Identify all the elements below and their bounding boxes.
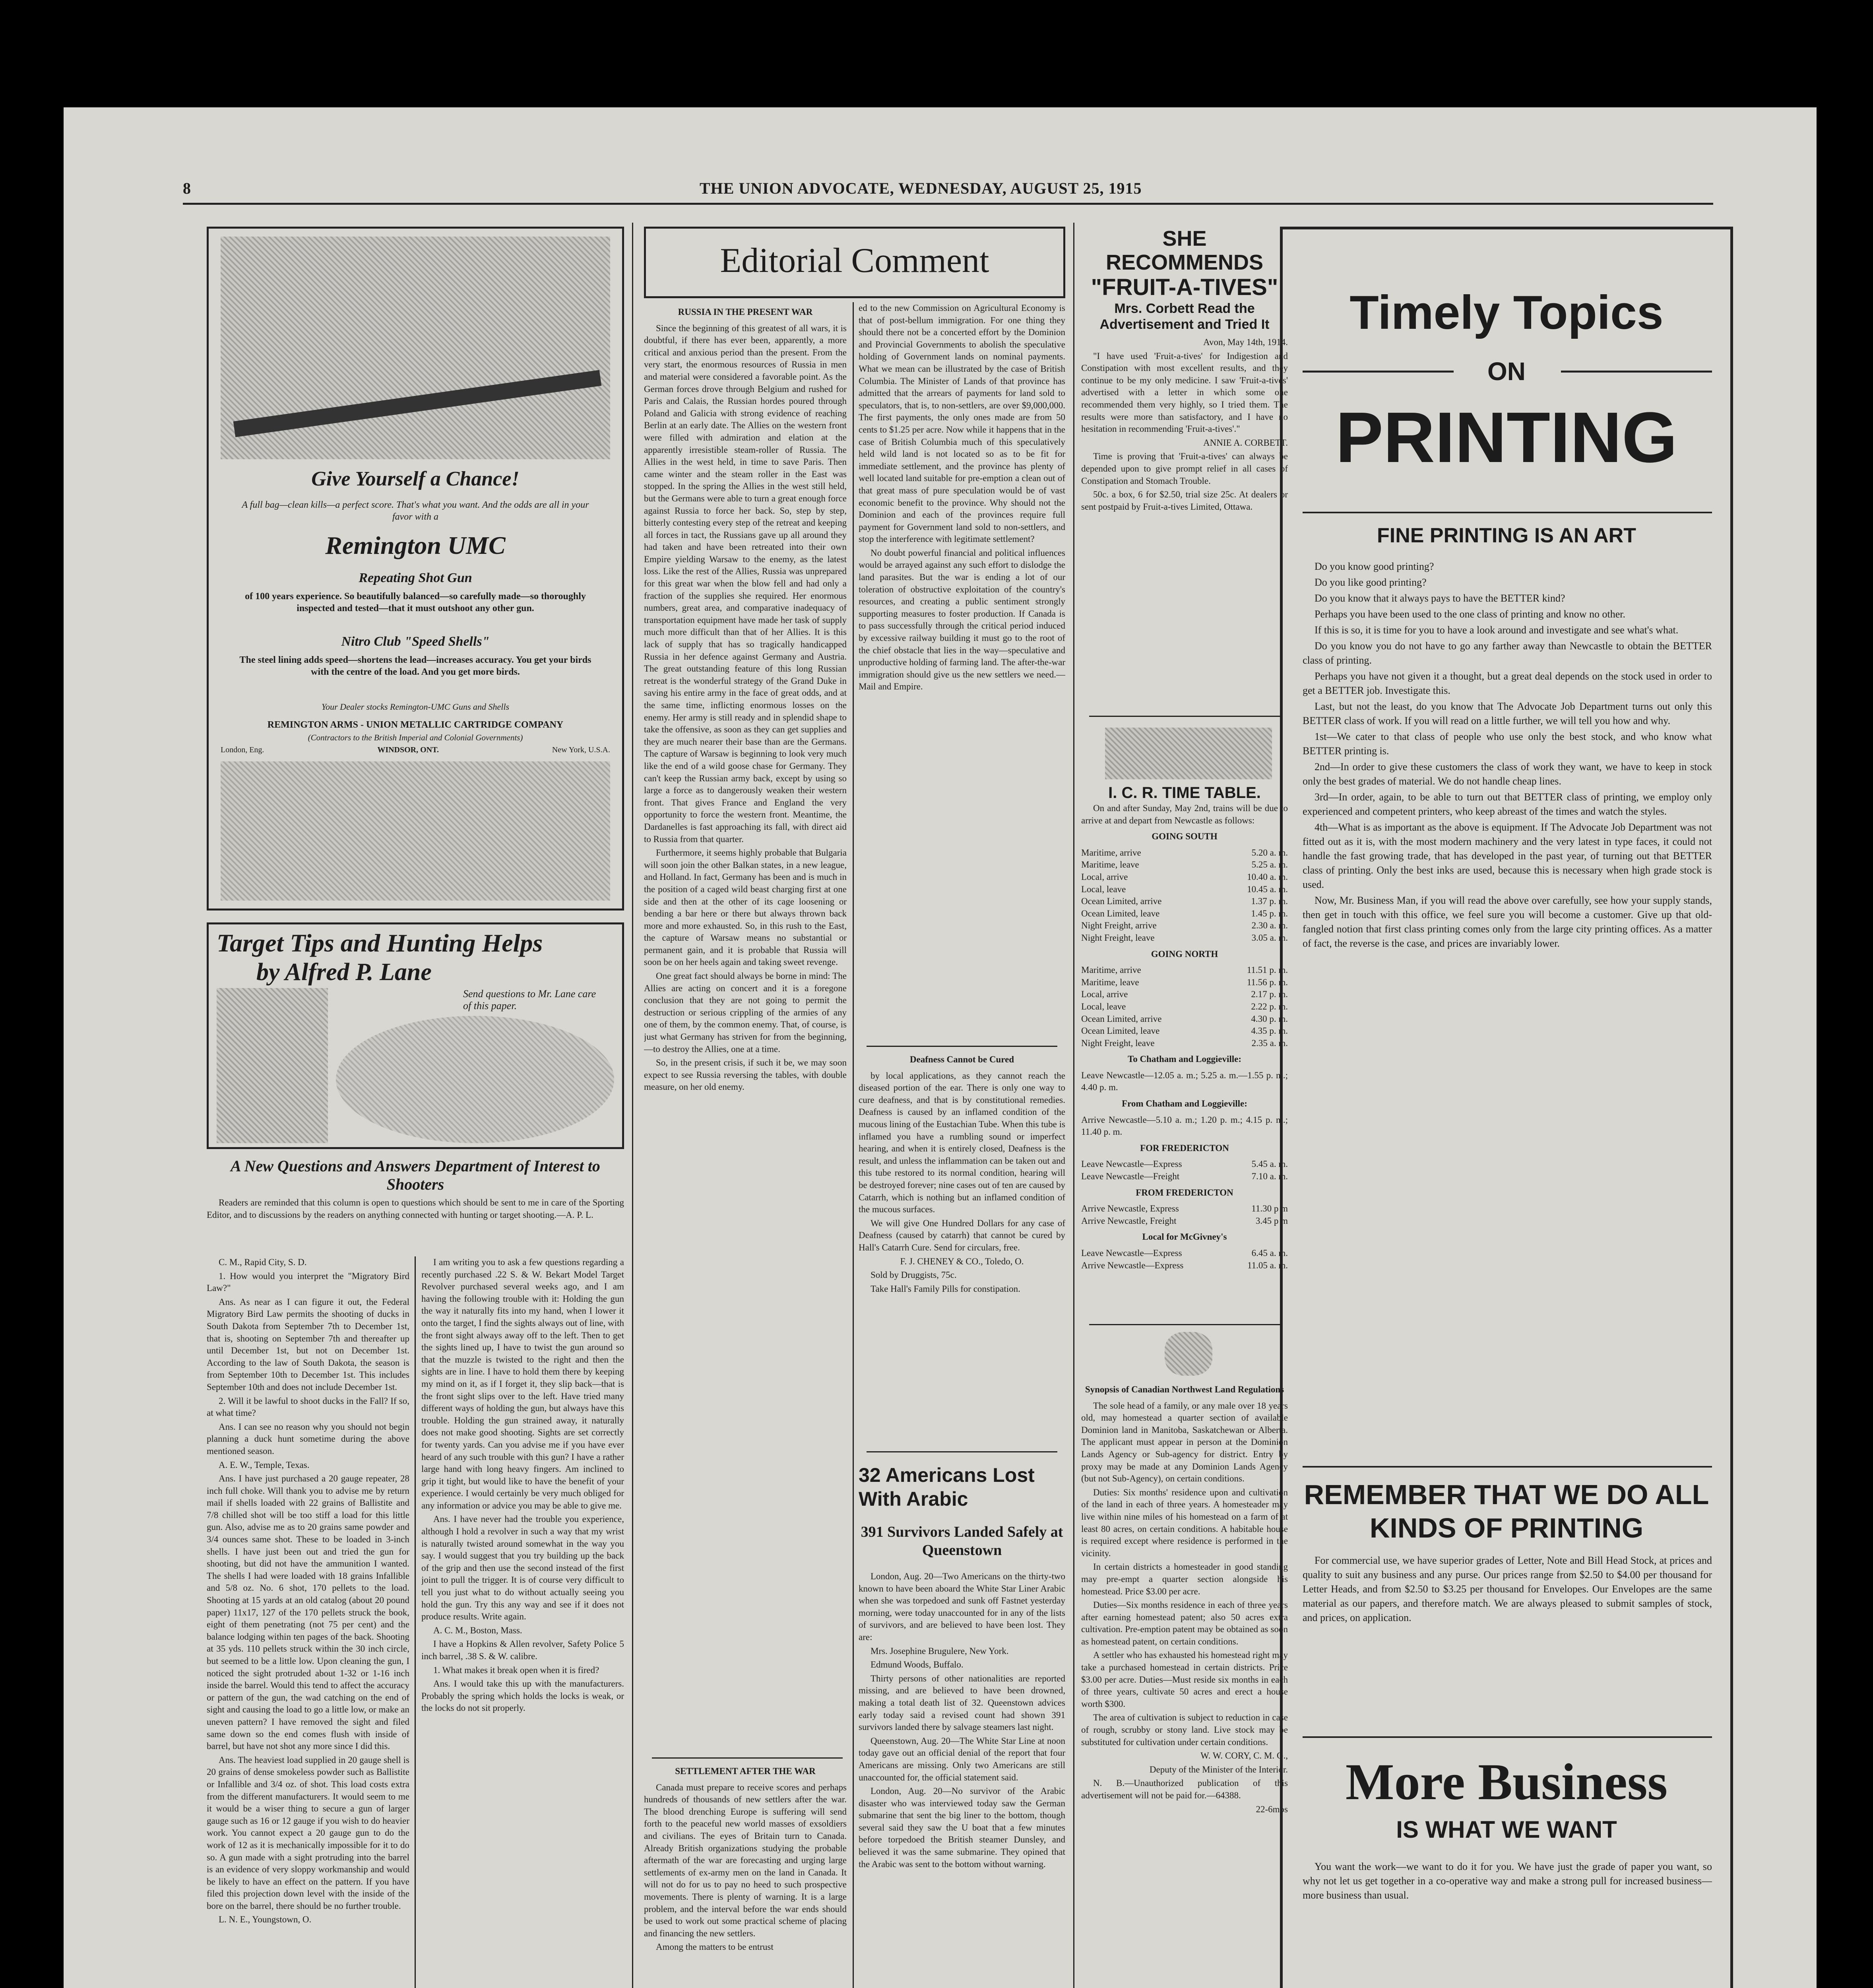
remington-shells: Nitro Club "Speed Shells" xyxy=(341,634,490,649)
russia-head: RUSSIA IN THE PRESENT WAR xyxy=(678,307,813,317)
timetable-row xyxy=(1081,871,1288,883)
section-rule xyxy=(867,1451,1057,1452)
column-rule xyxy=(1073,223,1074,1988)
page-number: 8 xyxy=(183,179,191,197)
timely-remember: REMEMBER THAT WE DO ALL KINDS OF PRINTING xyxy=(1304,1479,1709,1543)
timetable-train: Night Freight, leave xyxy=(1081,1038,1155,1048)
timetable-time: 4.35 p. m. xyxy=(1251,1026,1288,1036)
timetable-train: Night Freight, leave xyxy=(1081,932,1155,943)
target-tips-intro: Readers are reminded that this column is open to questions which should be sent to me in care of the Sporting Editor, and to discussions by the readers on anything connected with hunting or target shooting.—A. P. L. xyxy=(207,1198,624,1220)
timely-on: ON xyxy=(1487,357,1526,386)
masthead-rule xyxy=(183,203,1713,205)
timetable-train: Arrive Newcastle—Express xyxy=(1081,1260,1184,1270)
timetable-row xyxy=(1081,964,1288,977)
masthead: THE UNION ADVOCATE, WEDNESDAY, AUGUST 25, 1915 xyxy=(700,179,1142,197)
deafness-ad: Deafness Cannot be Cured by local applications, as they cannot reach the diseased portion of the ear. There is only one way to cure deafness, and that is by constitutional remedies. Deafness is caused by an inflamed condition of the mucous lining of the Eustachian Tube. When this tube is inflamed you have a rumbling sound or imperfect hearing, and when it is entirely closed, Deafness is the result, and unless the inflammation can be taken out and this tube restored to its normal condition, hearing will be destroyed forever; nine cases out of ten are caused by Catarrh, which is nothing but an inflamed condition of the mucous surfaces. We will give One Hundred Dollars for any case of Deafness (caused by catarrh) that cannot be cured by Hall's Catarrh Cure. Send for circulars, free. F. J. CHENEY & CO., Toledo, O. Sold by Druggists, 75c. Take Hall's Family Pills for constipation. xyxy=(859,1054,1065,1294)
timetable-time: 2.35 a. m. xyxy=(1251,1038,1288,1048)
coat-of-arms-icon xyxy=(1165,1332,1212,1376)
section-rule xyxy=(1303,1466,1712,1468)
fruit-a-tives-ad: SHE RECOMMENDS "FRUIT-A-TIVES" Mrs. Corbett Read the Advertisement and Tried It Avon, May 14th, 1914. "I have used 'Fruit-a-tives' for Indigestion and Constipation with most excellent results, and they continue to be my only medicine. I saw 'Fruit-a-tives' advertised with a letter in which some one recommended them very highly, so I tried them. The results were more than satisfactory, and I have no hesitation in recommending 'Fruit-a-tives'." ANNIE A. CORBETT. Time is proving that 'Fruit-a-tives' can always be depended upon to give prompt relief in all cases of Constipation and Stomach Trouble. 50c. a box, 6 for $2.50, trial size 25c. At dealers or sent postpaid by Fruit-a-tives Limited, Ottawa. xyxy=(1081,227,1288,512)
timetable-time: 10.40 a. m. xyxy=(1247,872,1288,882)
timetable-time: 5.45 a. m. xyxy=(1251,1159,1288,1169)
portrait-illustration xyxy=(217,988,328,1143)
on-rule-left xyxy=(1303,371,1454,373)
timetable-row xyxy=(1081,1171,1288,1183)
editorial-title: Editorial Comment xyxy=(720,241,989,280)
timetable-time: 10.45 a. m. xyxy=(1247,884,1288,894)
timetable-train: Arrive Newcastle, Express xyxy=(1081,1204,1179,1214)
settlement-article: SETTLEMENT AFTER THE WAR Canada must prepare to receive scores and perhaps hundreds of thousands of new settlers after the war. The blood drenching Europe is suffering will send forth to the peaceful new world masses of exsoldiers and civilians. The eyes of Britain turn to Canada. Already British organizations studying the probable aftermath of the war are forecasting and urging large settlements of ex-army men on the land in Canada. It will not do for us to pay no heed to such prospective movements. There is plenty of warning. It is a large problem, and the interval before the war ends should be used to work out some practical scheme of placing and financing the new settlers. Among the matters to be entrust xyxy=(644,1766,847,1952)
timetable-time: 5.25 a. m. xyxy=(1251,860,1288,870)
target-tips-col1: C. M., Rapid City, S. D. 1. How would you interpret the "Migratory Bird Law?" Ans. As near as I can figure it out, the Federal Migratory Bird Law permits the shooting of ducks in South Dakota from September 7th to December 1st, that is, shooting on September 7th and thereafter up until December 1st, but not on December 1st. According to the law of South Dakota, the season is from September 10th to December 1st. This includes September 10th and does not include December 1st. 2. Will it be lawful to shoot ducks in the Fall? If so, at what time? Ans. I can see no reason why you should not begin planning a duck hunt sometime during the above mentioned season. A. E. W., Temple, Texas. Ans. I have just purchased a 20 gauge repeater, 28 inch full choke. Will thank you to advise me by return mail if shells loaded with 22 grains of Ballistite and 7/8 chilled shot will be too stiff a load for this little gun. Also, advise me as to 20 grains same powder and 3/4 ounces same shot. These to be loaded in 3-inch shells. I have just been out and tried the gun for shooting, but did not have the ammunition I wanted. The shells I had were loaded with 18 grains Infallible and 5/8 oz. No. 6 shot, 170 pellets to the load. Shooting at 15 yards at an old catalog (about 20 pound paper) 11x17, 127 of the 170 pellets struck the book, eight of them penetrating (not 75 per cent) and the balance lodging within ten pages of the back. Shooting at 35 yds. 110 pellets struck within the 30 inch circle, but seemed to be a little low. Upon cleaning the gun, I noticed the sight protruded about 1-32 or 1-16 inch inside the barrel. Would this tend to affect the accuracy or pattern of the gun, the wad catching on the end of sight and causing the load to go a little low, or make an uneven pattern? I have removed the sight and filed same down so the end comes flush with inside of barrel, but have not shot any more since I did this. Ans. The heaviest load supplied in 20 gauge shell is 20 grains of dense smokeless powder such as Ballistite or Infallible and 3/4 oz. of shot. This load costs extra from the different manufacturers. It would seem to me it would be a wiser thing to secure a gun of larger gauge such as 16 or 12 gauge if you wish to do heavier work. You cannot expect a 20 gauge gun to do the work of 12 as it is mechanically impossible for it to do so. A gun made with a sight protruding into the barrel is an evidence of very sloppy workmanship and would be likely to have an effect on the pattern. If you have filed this projection down level with the inside of the bore on the barrel, there should be no further trouble. L. N. E., Youngstown, O. xyxy=(207,1257,409,1925)
remington-headline: Give Yourself a Chance! xyxy=(311,468,520,490)
south-rows xyxy=(1081,847,1288,944)
timetable-row xyxy=(1081,920,1288,932)
timetable-time: 2.17 p. m. xyxy=(1251,989,1288,1000)
timetable-train: Night Freight, arrive xyxy=(1081,920,1157,931)
timely-want: You want the work—we want to do it for you. We have just the grade of paper you want, so why not let us get together in a co-operative way and make a strong pull for increased business—more business than usual. xyxy=(1303,1861,1712,1901)
timetable-time: 11.51 p. m. xyxy=(1247,965,1288,975)
timetable-train: Arrive Newcastle, Freight xyxy=(1081,1215,1177,1226)
timetable-row xyxy=(1081,895,1288,908)
column-rule xyxy=(415,1256,416,1988)
timetable-train: Maritime, leave xyxy=(1081,860,1139,870)
target-tips-send: Send questions to Mr. Lane care of this paper. xyxy=(463,988,596,1011)
timetable-time: 7.10 a. m. xyxy=(1251,1171,1288,1182)
timetable-time: 3.05 a. m. xyxy=(1251,932,1288,943)
timetable-train: Local, arrive xyxy=(1081,989,1128,1000)
timetable-train: Maritime, arrive xyxy=(1081,965,1141,975)
north-rows xyxy=(1081,964,1288,1049)
section-rule xyxy=(1303,512,1712,513)
remington-company: REMINGTON ARMS - UNION METALLIC CARTRIDGE COMPANY xyxy=(267,720,564,730)
train-illustration xyxy=(1105,728,1272,779)
remington-london: London, Eng. xyxy=(221,746,264,754)
timetable-row xyxy=(1081,932,1288,944)
timetable-row xyxy=(1081,1013,1288,1025)
timely-more1: More Business xyxy=(1345,1753,1668,1811)
timetable-row xyxy=(1081,1025,1288,1037)
timetable-time: 11.05 a. m. xyxy=(1247,1260,1288,1270)
remington-brand: Remington UMC xyxy=(325,531,506,559)
remington-city: WINDSOR, ONT. xyxy=(377,746,439,754)
target-tips-title: Target Tips and Hunting Helps xyxy=(217,929,543,957)
settlement-head: SETTLEMENT AFTER THE WAR xyxy=(675,1766,816,1776)
remington-newyork: New York, U.S.A. xyxy=(552,746,610,754)
target-tips-author: by Alfred P. Lane xyxy=(256,959,432,986)
remington-body: of 100 years experience. So beautifully balanced—so carefully made—so thoroughly inspected and tested—that it must outshoot any other gun. xyxy=(245,591,586,613)
fruit-head3: Mrs. Corbett Read the Advertisement and Tried It xyxy=(1099,301,1270,332)
timetable-row xyxy=(1081,908,1288,920)
shooters-illustration xyxy=(336,1016,614,1143)
timetable-train: Maritime, arrive xyxy=(1081,847,1141,858)
land-head: Synopsis of Canadian Northwest Land Regulations xyxy=(1085,1384,1284,1394)
timetable-row xyxy=(1081,977,1288,989)
timely-art: FINE PRINTING IS AN ART xyxy=(1377,524,1636,547)
arabic-article: London, Aug. 20—Two Americans on the thirty-two known to have been aboard the White Star Liner Arabic when she was torpedoed and sunk off Fastnet yesterday morning, were today unaccounted for in any of the lists of survivors, and are believed to have been lost. They are: Mrs. Josephine Brugulere, New York. Edmund Woods, Buffalo. Thirty persons of other nationalities are reported missing, and are believed to have been drowned, making a total death list of 32. Queenstown advices early today said a revised count had shown 391 survivors landed there by salvage steamers last night. Queenstown, Aug. 20—The White Star Line at noon today gave out an official denial of the report that four Americans are missing. Only two Americans are still unaccounted for, the official statement said. London, Aug. 20—No survivor of the Arabic disaster who was interviewed today saw the German submarine that sent the big liner to the bottom, though several said they saw the U boat that a few minutes before torpedoed the British steamer Dunsley, and believed it was the same submarine. They opined that the Arabic was sent to the bottom without warning. xyxy=(859,1571,1065,1869)
arabic-head: 32 Americans Lost With Arabic xyxy=(859,1464,1035,1510)
timely-body: Do you know good printing? Do you like good printing? Do you know that it always pays to have the BETTER kind? Perhaps you have been used to the one class of printing and know no other. If this is so, it is time for you to have a look around and investigate and see what's what. Do you know you do not have to go any farther away than Newcastle to obtain the BETTER class of printing. Perhaps you have not given it a thought, but a great deal depends on the stock used in order to get a BETTER job. Investigate this. Last, but not the least, do you know that The Advocate Job Department turns out only this BETTER class of work. If you will read on a little further, we will tell you how and why. 1st—We cater to that class of people who use only the best stock, and who know what BETTER printing is. 2nd—In order to give these customers the class of work they want, we have to keep in stock only the best grades of material. We do not handle cheap lines. 3rd—In order, again, to be able to turn out that BETTER class of printing, we employ only experienced and competent printers, who keep abreast of the times and watch the styles. 4th—What is as important as the above is equipment. If The Advocate Job Department was not fitted out as it is, with the most modern machinery and the very latest in type faces, it could not handle the fast growing trade, that has developed in the past year, of turning out that BETTER class of printing. Only the best inks are used, because this is necessary when high grade stock is used. Now, Mr. Business Man, if you will read the above over carefully, see how your supply stands, then get in touch with this office, we feel sure you will become a customer. Give up that old-fangled notion that first class printing comes only from the large city printing offices. As a matter of fact, the reverse is the case, and prices are invariably lower. xyxy=(1303,561,1712,949)
timetable-time: 6.45 a. m. xyxy=(1251,1248,1288,1258)
section-rule xyxy=(1089,716,1280,717)
timetable-row xyxy=(1081,988,1288,1001)
timetable-row xyxy=(1081,1215,1288,1227)
editorial-col2: ed to the new Commission on Agricultural Economy is that of post-bellum immigration. For one thing they should there not be a concerted effort by the Dominion and Provincial Governments to abolish the speculative holding of Government lands on nominal payments. What we mean can be illustrated by the case of British Columbia. The Minister of Lands of that province has admitted that the arrears of payments for land sold to speculators, that is, to non-settlers, are over $9,000,000. The first payments, the only ones made are from 50 cents to $1.25 per acre. Now while it happens that in the case of British Columbia much of this speculatively held wild land is not located so as to be fit for immediate settlement, and the province has plenty of well located land suitable for pre-emption a clean out of that great mass of pure speculation would be of vast economic benefit to the province. Why should not the Dominion and each of the provinces require full payment for Government land sold to non-settlers, and stop the interference with legitimate settlement? No doubt powerful financial and political influences would be arrayed against any such effort to dislodge the land parasites. But the war is ending a lot of our toleration of obstructive exploitation of the country's resources, and creating a public sentiment strongly supporting measures to foster production. If Canada is to pass successfully through the critical period induced by excessive railway building it must go to the root of the chief obstacle that lies in the way—speculative and unproductive holding of farming land. The after-the-war immigration should give us the new settlers we need.—Mail and Empire. xyxy=(859,303,1065,692)
target-tips-col2: I am writing you to ask a few questions regarding a recently purchased .22 S. & W. Bekart Model Target Revolver purchased several weeks ago, and I am having the following trouble with it: Holding the gun the way it naturally fits into my hand, when I lower it onto the target, I find the sights always out of line, with the front sight always away off to the left. Then to get the sights lined up, I have to twist the gun around so that the muzzle is twisted to the right and then the sights are in line. I have to hold them there by keeping my mind on it, as if I forget it, they slip back—that is the front sight slips over to the left. Have tried many different ways of holding the gun, but always have this trouble. Holding the gun strained away, it naturally does not make good shooting. Sights are set correctly for twenty yards. Can you advise me if you have ever heard of any such trouble with this gun? I have a rather large hand with long heavy fingers. Am inclined to grip it tight, but would like to have the benefit of your experience. I would certainly be very much obliged for any information or advice you may be able to give me. Ans. I have never had the trouble you experience, although I hold a revolver in such a way that my wrist is naturally twisted around somewhat in the way you say. I would suggest that you try building up the back of the grip and then use the second instead of the first joint to pull the trigger. It is of course very difficult to tell you just what to do without actually seeing you hold the gun. Try this any way and see if it does not produce results. Write again. A. C. M., Boston, Mass. I have a Hopkins & Allen revolver, Safety Police 5 inch barrel, .38 S. & W. calibre. 1. What makes it break open when it is fired? Ans. I would take this up with the manufacturers. Probably the spring which holds the locks is weak, or the locks do not sit properly. xyxy=(421,1257,624,1713)
timetable-row xyxy=(1081,1247,1288,1260)
remington-shells-body: The steel lining adds speed—shortens the lead—increases accuracy. You get your birds with the centre of the load. And you get more birds. xyxy=(239,655,591,677)
fruit-head1: SHE RECOMMENDS xyxy=(1105,227,1263,274)
section-rule xyxy=(652,1757,843,1759)
target-tips-subhead: A New Questions and Answers Department of Interest to Shooters xyxy=(231,1157,600,1193)
timely-commercial: For commercial use, we have superior grades of Letter, Note and Bill Head Stock, at prices and quality to suit any business and any purse. Our prices range from $2.50 to $4.00 per thousand for Letter Heads, and from $2.50 to $3.25 per thousand for Envelopes. Our Envelopes are the same material as our papers, and therefore match. We are always pleased to submit samples of stock, and prices, on application. xyxy=(1303,1555,1712,1623)
timetable-time: 2.22 p. m. xyxy=(1251,1001,1288,1011)
timetable-row xyxy=(1081,1260,1288,1272)
timetable-train: Leave Newcastle—Express xyxy=(1081,1248,1182,1258)
timetable-row xyxy=(1081,1158,1288,1171)
editorial-col1: RUSSIA IN THE PRESENT WAR Since the beginning of this greatest of all wars, it is doubtful, if there has ever been, apparently, a more critical and anxious period than the present. From the very start, the enormous resources of Russia in men and material were considered a favorable point. As the German forces drove through Belgium and rushed for Paris and Calais, the Russian hordes poured through Poland and Galicia with strong evidence of reaching Berlin at an early date. The Allies on the western front were filled with admiration and elation at the apparently irresistible steam-roller of Russia. The Allies in the west held, in time to save Paris. Then came winter and the steam roller in the East was stopped. In the spring the Allies in the west still held, but the Germans were able to turn a great enough force against Russia to force her back. So, step by step, bitterly contesting every step of the retreat and keeping all forces in tact, the Russians gave up all around they had taken and have been retreated into their own Empire yielding Warsaw to the enemy, as the latest loss. Like the rest of the Allies, Russia was unprepared for this great war when the blow fell and had only a fraction of the supplies she required. Her enormous numbers, great area, and comparative inadequacy of transportation equipment have made her task of supply much more difficult than that of her Allies. It is this lack of supply that has so tragically handicapped Russia in her defence against Germany and Austria. The great outstanding feature of this long Russian retreat is the wonderful strategy of the Grand Duke in saving his entire army in the face of great odds, and at the same time, inflicting enormous losses on the enemy. Her army is still ready and in splendid shape to take the offensive, as soon as they can get supplies and they are much nearer their base than are the Germans. The capture of Warsaw is beginning to look very much like the end of a wild goose chase for Germany. They can't keep the Russian army back, except by using so large a force as to dangerously weaken their western front. That gives France and England the very opportunity to force the western front. Meantime, the Dardanelles is fast approaching its fall, with direct aid to Russia from that quarter. Furthermore, it seems highly probable that Bulgaria will soon join the other Balkan states, in a new league, and Holland. In fact, Germany has been and is much in the position of a caged wild beast charging first at one side and then at the other of its cage loosening or bending a bar here or there but always thrown back more and more exhausted. So, in this rush to the East, the capture of Warsaw means no substantial or permanent gain, and it is probable that Russia will soon be on her heels again and taking sweet revenge. One great fact should always be borne in mind: The Allies are acting on concert and it is a foregone conclusion that they are not going to permit the destruction or serious crippling of the armies of any one of them, by the common enemy. That, of course, is just what Germany has striven for from the beginning,—to destroy the Allies, one at a time. So, in the present crisis, if such it be, we may soon expect to see Russia reversing the tables, with double measure, on her old enemy. xyxy=(644,307,847,1092)
from-fred-rows xyxy=(1081,1203,1288,1227)
land-regulations: Synopsis of Canadian Northwest Land Regulations The sole head of a family, or any male over 18 years old, may homestead a quarter section of available Dominion land in Manitoba, Saskatchewan or Alberta. The applicant must appear in person at the Dominion Lands Agency or Sub-agency for district. Entry by proxy may be made at any Dominion Lands Agency (but not Sub-Agency), on certain conditions. Duties: Six months' residence upon and cultivation of the land in each of three years. A homesteader may live within nine miles of his homestead on a farm of at least 80 acres, on certain conditions. A habitable house is required except where residence is performed in the vicinity. In certain districts a homesteader in good standing may pre-empt a quarter section alongside his homestead. Price $3.00 per acre. Duties—Six months residence in each of three years after earning homestead patent; also 50 acres extra cultivation. Pre-emption patent may be obtained as soon as homestead patent, on certain conditions. A settler who has exhausted his homestead right may take a purchased homestead in certain districts. Price $3.00 per acre. Duties—Must reside six months in each of three years, cultivate 50 acres and erect a house worth $300. The area of cultivation is subject to reduction in case of rough, scrubby or stony land. Live stock may be substituted for cultivation under certain conditions. W. W. CORY, C. M. G., Deputy of the Minister of the Interior. N. B.—Unauthorized publication of this advertisement will not be paid for.—64388. 22-6mos xyxy=(1081,1384,1288,1814)
timetable-train: Local, leave xyxy=(1081,884,1126,894)
newspaper-page xyxy=(64,107,1817,1988)
timetable-time: 1.45 p. m. xyxy=(1251,908,1288,918)
timetable-train: Ocean Limited, leave xyxy=(1081,908,1160,918)
on-rule-right xyxy=(1561,371,1712,373)
timetable-train: Leave Newcastle—Express xyxy=(1081,1159,1182,1169)
remington-cities xyxy=(221,746,610,755)
arabic-subhead: 391 Survivors Landed Safely at Queenstown xyxy=(861,1524,1063,1559)
fred-rows xyxy=(1081,1158,1288,1182)
column-rule xyxy=(632,223,633,1988)
timetable-row xyxy=(1081,1037,1288,1050)
mcgivney-rows xyxy=(1081,1247,1288,1272)
section-rule xyxy=(1089,1324,1280,1325)
factory-illustration xyxy=(221,761,610,901)
timetable-time: 11.56 p. m. xyxy=(1247,977,1288,987)
remington-product: Repeating Shot Gun xyxy=(359,571,472,585)
timely-more2: IS WHAT WE WANT xyxy=(1396,1816,1617,1843)
deafness-head: Deafness Cannot be Cured xyxy=(909,1054,1014,1064)
remington-ad xyxy=(207,227,624,911)
timetable-time: 5.20 a. m. xyxy=(1251,847,1288,858)
timetable-time: 2.30 a. m. xyxy=(1251,920,1288,931)
editorial-title-box xyxy=(644,227,1065,298)
timetable-time: 3.45 p m xyxy=(1255,1215,1288,1226)
timetable-row xyxy=(1081,883,1288,896)
timetable-train: Local, leave xyxy=(1081,1001,1126,1011)
timetable-time: 4.30 p. m. xyxy=(1251,1013,1288,1024)
timetable-train: Local, arrive xyxy=(1081,872,1128,882)
timetable-time: 1.37 p. m. xyxy=(1251,896,1288,907)
remington-sub: A full bag—clean kills—a perfect score. That's what you want. And the odds are all in your favor with a xyxy=(242,500,589,522)
timetable-train: Maritime, leave xyxy=(1081,977,1139,987)
timetable-row xyxy=(1081,1001,1288,1013)
timetable-train: Ocean Limited, leave xyxy=(1081,1026,1160,1036)
timetable-train: Ocean Limited, arrive xyxy=(1081,1013,1162,1024)
section-rule xyxy=(867,1046,1057,1047)
icr-title: I. C. R. TIME TABLE. xyxy=(1108,784,1261,802)
timetable-time: 11.30 p m xyxy=(1251,1204,1288,1214)
timely-topics-ad xyxy=(1280,227,1733,1988)
timely-title1: Timely Topics xyxy=(1349,286,1664,339)
section-rule xyxy=(1303,1736,1712,1738)
icr-timetable: I. C. R. TIME TABLE. On and after Sunday, May 2nd, trains will be due to arrive at and depart from Newcastle as follows: GOING SOUTH Maritime, arrive 5.20 a. m. Maritime, leave 5.25 a. m. Local, arrive 10.40 a. m. Local, leave 10.45 a. m. Ocean Limited, arrive 1.37 p. m. Ocean Limited, leave 1.45 p. m. Night Freight, arrive 2.30 a. m. Night Freight, leave 3.05 a. m. GOING NORTH Maritime, arrive 11.51 p. m. Maritime, leave 11.56 p. m. Local, arrive 2.17 p. m. Local, leave 2.22 p. m. Ocean Limited, arrive 4.30 p. m. Ocean Limited, leave 4.35 p. m. Night Freight, leave 2.35 a. m. To Chatham and Loggieville: Leave Newcastle—12.05 a. m.; 5.25 a. m.—1.55 p. m.; 4.40 p. m. From Chatham and Loggieville: Arrive Newcastle—5.10 a. m.; 1.20 p. m.; 4.15 p. m.; 11.40 p. m. FOR FREDERICTON Leave Newcastle—Express 5.45 a. m. Leave Newcastle—Freight 7.10 a. m. FROM FREDERICTON Arrive Newcastle, Express 11.30 p m Arrive Newcastle, Freight 3.45 p m Local for McGivney's Leave Newcastle—Express 6.45 a. m. Arrive Newcastle—Express 11.05 a. m. xyxy=(1081,783,1288,1320)
column-rule xyxy=(853,302,854,1988)
timetable-row xyxy=(1081,847,1288,859)
timetable-train: Leave Newcastle—Freight xyxy=(1081,1171,1180,1182)
timetable-row xyxy=(1081,1203,1288,1215)
timetable-train: Ocean Limited, arrive xyxy=(1081,896,1162,907)
timely-title2: PRINTING xyxy=(1335,398,1677,478)
target-tips-banner xyxy=(207,922,624,1149)
remington-contractors: (Contractors to the British Imperial and Colonial Governments) xyxy=(308,733,523,742)
timetable-row xyxy=(1081,859,1288,871)
fruit-head2: "FRUIT-A-TIVES" xyxy=(1091,274,1278,300)
remington-dealer: Your Dealer stocks Remington-UMC Guns and Shells xyxy=(321,702,510,712)
